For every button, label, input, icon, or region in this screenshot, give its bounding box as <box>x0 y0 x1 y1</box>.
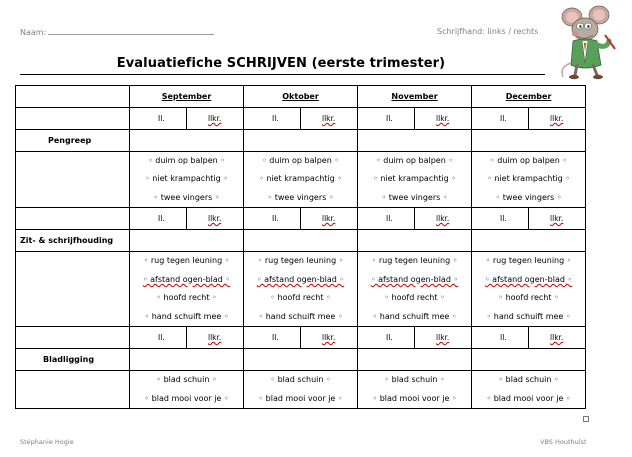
score-cell[interactable] <box>244 349 358 371</box>
criteria-cell <box>244 152 358 208</box>
handedness-label: Schrijfhand: links / rechts <box>437 27 539 36</box>
criteria-cell <box>472 371 586 409</box>
col-ilr: llkr. <box>529 108 586 130</box>
blank-cell <box>16 152 130 208</box>
blank-cell <box>16 371 130 409</box>
col-ilr: llkr. <box>529 327 586 349</box>
col-il: Il. <box>358 208 415 230</box>
criterion: ◦ blad mooi voor je ◦ <box>486 393 571 403</box>
criterion: ◦ blad schuin ◦ <box>156 375 217 385</box>
col-il: Il. <box>130 327 187 349</box>
col-il: Il. <box>130 208 187 230</box>
criterion: ◦ blad schuin ◦ <box>498 375 559 385</box>
col-ilr: llkr. <box>529 208 586 230</box>
criterion: ◦ twee vingers ◦ <box>495 192 562 202</box>
score-cell[interactable] <box>358 349 472 371</box>
criterion: ◦ blad mooi voor je ◦ <box>258 393 343 403</box>
col-ilr: llkr. <box>415 208 472 230</box>
name-field[interactable] <box>20 27 214 37</box>
criterion: ◦ hand schuift mee ◦ <box>258 311 343 321</box>
name-label: Naam: <box>20 28 47 37</box>
evaluation-table <box>15 85 586 409</box>
page-title <box>0 56 632 71</box>
score-cell[interactable] <box>472 130 586 152</box>
score-header-row <box>16 108 586 130</box>
criterion: ◦ niet krampachtig ◦ <box>487 174 571 184</box>
table-resize-handle[interactable] <box>583 416 589 422</box>
month-december: December <box>472 86 586 108</box>
col-il: Il. <box>358 108 415 130</box>
col-ilr: llkr. <box>415 327 472 349</box>
criterion: ◦ twee vingers ◦ <box>267 192 334 202</box>
criterion: ◦ rug tegen leuning ◦ <box>371 256 458 266</box>
criterion: ◦ niet krampachtig ◦ <box>145 174 228 184</box>
criterion: ◦ niet krampachtig ◦ <box>259 174 342 184</box>
col-ilr: llkr. <box>415 108 472 130</box>
criterion: ◦ rug tegen leuning ◦ <box>257 256 344 266</box>
score-cell[interactable] <box>130 230 244 252</box>
criteria-cell <box>130 371 244 409</box>
criterion: ◦ hoofd recht ◦ <box>498 293 559 303</box>
section-row-bladligging <box>16 349 586 371</box>
section-title-bladligging: Bladligging <box>16 349 130 371</box>
criterion: ◦ afstand ogen-blad ◦ <box>370 274 459 284</box>
criteria-cell <box>472 252 586 327</box>
criterion: ◦ duim op balpen ◦ <box>262 156 340 165</box>
col-ilr: llkr. <box>301 108 358 130</box>
criterion: ◦ hand schuift mee ◦ <box>372 311 457 321</box>
blank-cell <box>16 252 130 327</box>
criteria-row-pengreep <box>16 152 586 208</box>
col-ilr: llkr. <box>187 108 244 130</box>
score-cell[interactable] <box>472 230 586 252</box>
months-row <box>16 86 586 108</box>
criteria-cell <box>358 371 472 409</box>
score-cell[interactable] <box>472 349 586 371</box>
criteria-cell <box>244 371 358 409</box>
criterion: ◦ duim op balpen ◦ <box>147 156 226 165</box>
col-ilr: llkr. <box>187 327 244 349</box>
criterion: ◦ afstand ogen-blad ◦ <box>256 274 345 284</box>
name-underline <box>48 27 214 35</box>
col-ilr: llkr. <box>187 208 244 230</box>
score-cell[interactable] <box>244 130 358 152</box>
month-oktober: Oktober <box>244 86 358 108</box>
blank-cell <box>16 208 130 230</box>
col-il: Il. <box>472 208 529 230</box>
criterion: ◦ blad mooi voor je ◦ <box>372 393 457 403</box>
score-cell[interactable] <box>358 230 472 252</box>
col-il: Il. <box>130 108 187 130</box>
section-title-houding: Zit- & schrijfhouding <box>16 230 130 252</box>
score-header-row <box>16 208 586 230</box>
col-ilr: llkr. <box>301 208 358 230</box>
section-row-houding <box>16 230 586 252</box>
criteria-cell <box>130 252 244 327</box>
score-header-row <box>16 327 586 349</box>
section-row-pengreep <box>16 130 586 152</box>
criterion: ◦ hoofd recht ◦ <box>384 293 445 303</box>
criterion: ◦ blad schuin ◦ <box>384 375 445 385</box>
col-il: Il. <box>472 108 529 130</box>
criterion: ◦ hand schuift mee ◦ <box>144 311 229 321</box>
criteria-cell <box>358 252 472 327</box>
col-ilr: llkr. <box>301 327 358 349</box>
col-il: Il. <box>244 108 301 130</box>
col-il: Il. <box>472 327 529 349</box>
criterion: ◦ twee vingers ◦ <box>381 192 448 202</box>
criterion: ◦ duim op balpen ◦ <box>490 156 568 165</box>
month-november: November <box>358 86 472 108</box>
score-cell[interactable] <box>244 230 358 252</box>
month-september: September <box>130 86 244 108</box>
footer-school: VBS Houthulst <box>540 438 587 446</box>
col-il: Il. <box>244 327 301 349</box>
blank-cell <box>16 108 130 130</box>
criterion: ◦ rug tegen leuning ◦ <box>143 256 230 266</box>
criterion: ◦ twee vingers ◦ <box>153 192 220 202</box>
criterion: ◦ hand schuift mee ◦ <box>486 311 571 321</box>
criterion: ◦ blad schuin ◦ <box>270 375 331 385</box>
score-cell[interactable] <box>130 130 244 152</box>
criterion: ◦ niet krampachtig ◦ <box>373 174 456 184</box>
title-divider <box>20 74 545 75</box>
criterion: ◦ hoofd recht ◦ <box>270 293 331 303</box>
page-title-text: Evaluatiefiche SCHRIJVEN (eerste trimester) <box>116 56 446 71</box>
criterion: ◦ rug tegen leuning ◦ <box>485 256 572 266</box>
footer-author: Stéphanie Hogie <box>20 438 74 446</box>
criteria-row-bladligging <box>16 371 586 409</box>
col-il: Il. <box>244 208 301 230</box>
criterion: ◦ afstand ogen-blad ◦ <box>484 274 573 284</box>
criteria-cell <box>472 152 586 208</box>
criterion: ◦ blad mooi voor je ◦ <box>144 393 229 403</box>
col-il: Il. <box>358 327 415 349</box>
criterion: ◦ duim op balpen ◦ <box>376 156 454 165</box>
blank-cell <box>16 327 130 349</box>
score-cell[interactable] <box>130 349 244 371</box>
criteria-cell <box>244 252 358 327</box>
score-cell[interactable] <box>358 130 472 152</box>
criteria-row-houding <box>16 252 586 327</box>
criterion: ◦ afstand ogen-blad ◦ <box>142 274 231 284</box>
criteria-cell <box>130 152 244 208</box>
section-title-pengreep: Pengreep <box>16 130 130 152</box>
blank-cell <box>16 86 130 108</box>
criteria-cell <box>358 152 472 208</box>
criterion: ◦ hoofd recht ◦ <box>156 293 217 303</box>
